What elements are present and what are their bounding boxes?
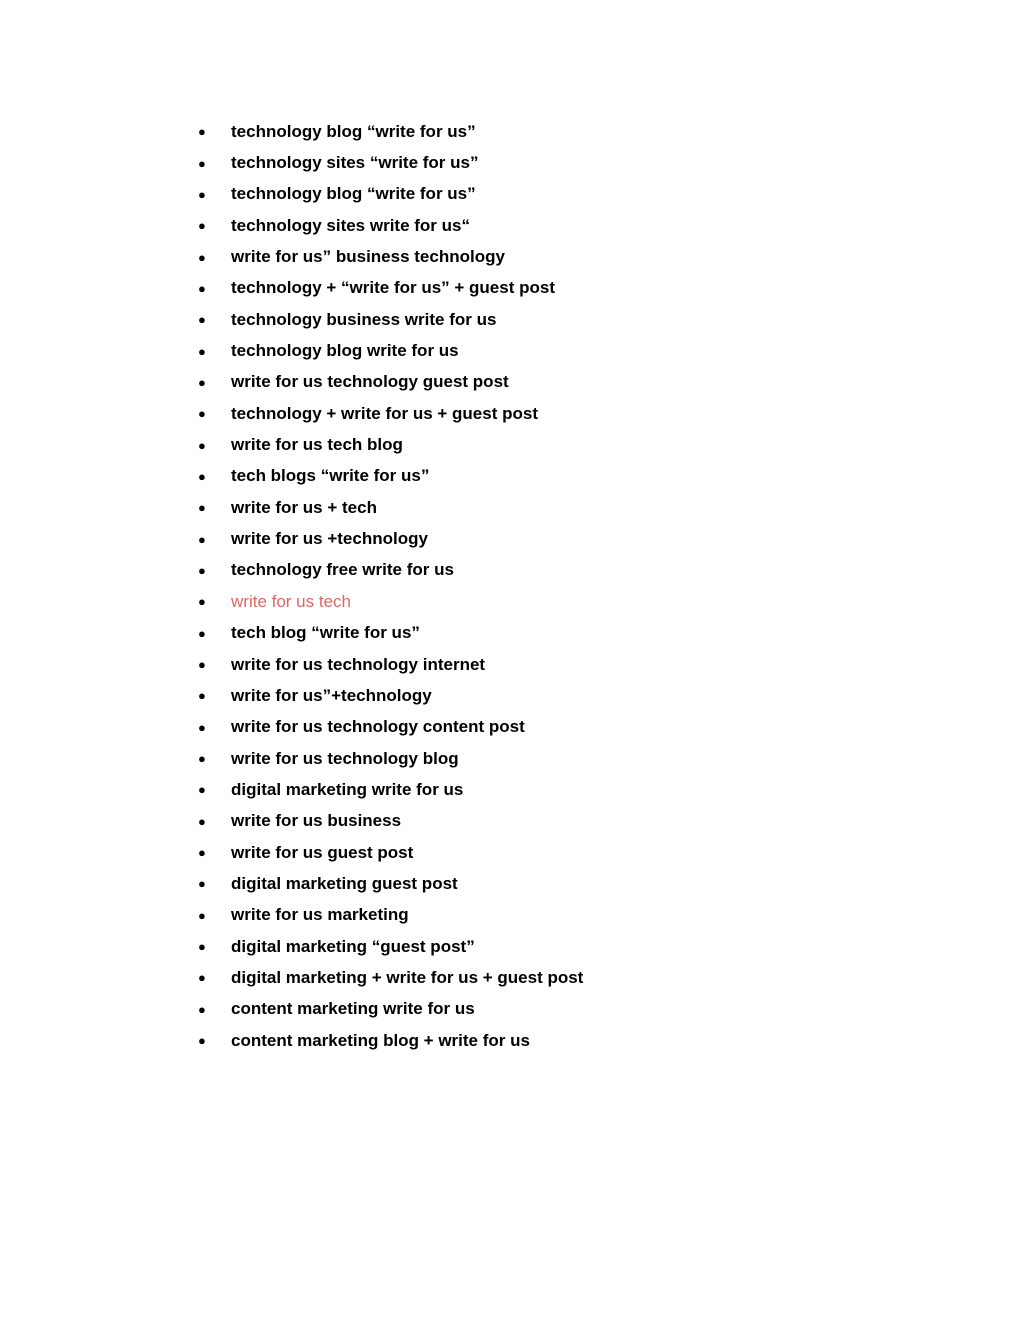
bullet-icon: ● [198, 468, 206, 484]
list-item [198, 618, 583, 649]
list-item [198, 868, 583, 899]
list-item [198, 179, 583, 210]
list-item [198, 461, 583, 492]
bullet-icon: ● [198, 406, 206, 422]
list-item [198, 523, 583, 554]
list-item-text: technology blog write for us [231, 341, 459, 361]
list-item [198, 712, 583, 743]
list-item-text: write for us tech [231, 591, 351, 611]
list-item [198, 680, 583, 711]
bullet-icon: ● [198, 531, 206, 547]
bullet-icon: ● [198, 939, 206, 955]
list-item [198, 649, 583, 680]
list-item-text: digital marketing + write for us + guest post [231, 967, 584, 987]
bullet-icon: ● [198, 970, 206, 986]
bullet-icon: ● [198, 500, 206, 516]
list-item-text: technology business write for us [231, 309, 497, 329]
list-item [198, 806, 583, 837]
bullet-icon: ● [198, 249, 206, 265]
list-item [198, 994, 583, 1025]
bullet-icon: ● [198, 625, 206, 641]
bullet-icon: ● [198, 1033, 206, 1049]
list-item-text: digital marketing write for us [231, 779, 464, 799]
list-item-text: technology blog “write for us” [231, 184, 476, 204]
list-item-text: content marketing blog + write for us [231, 1030, 530, 1050]
list-item [198, 241, 583, 272]
list-item-text: write for us technology guest post [231, 372, 509, 392]
list-item [198, 116, 583, 147]
bullet-icon: ● [198, 186, 206, 202]
list-item-text: write for us technology content post [231, 717, 525, 737]
list-item-text: technology blog “write for us” [231, 121, 476, 141]
list-item-text: content marketing write for us [231, 999, 475, 1019]
bullet-icon: ● [198, 155, 206, 171]
list-item [198, 743, 583, 774]
list-item-text: technology free write for us [231, 560, 454, 580]
bullet-icon: ● [198, 218, 206, 234]
list-item-text: write for us business [231, 811, 402, 831]
list-item [198, 931, 583, 962]
list-item-text: write for us guest post [231, 842, 414, 862]
list-item-text: digital marketing “guest post” [231, 936, 475, 956]
list-item [198, 555, 583, 586]
list-item [198, 900, 583, 931]
list-item-text: write for us”+technology [231, 685, 432, 705]
bullet-icon: ● [198, 719, 206, 735]
list-item-text: write for us +technology [231, 529, 428, 549]
list-item-text: write for us + tech [231, 497, 377, 517]
list-item [198, 367, 583, 398]
bullet-icon: ● [198, 374, 206, 390]
list-item-text: digital marketing guest post [231, 873, 458, 893]
keyword-bullet-list [198, 116, 583, 1056]
list-item [198, 210, 583, 241]
bullet-icon: ● [198, 845, 206, 861]
list-item-text: write for us tech blog [231, 435, 403, 455]
list-item [198, 335, 583, 366]
list-item-text: write for us technology internet [231, 654, 486, 674]
bullet-icon: ● [198, 280, 206, 296]
bullet-icon: ● [198, 657, 206, 673]
list-item-text: technology sites “write for us” [231, 153, 479, 173]
list-item [198, 774, 583, 805]
list-item [198, 586, 583, 617]
list-item-text: write for us technology blog [231, 748, 459, 768]
list-item-text: technology + write for us + guest post [231, 403, 538, 423]
bullet-icon: ● [198, 907, 206, 923]
list-item [198, 1025, 583, 1056]
list-item-text: technology + “write for us” + guest post [231, 278, 555, 298]
list-item-text: tech blog “write for us” [231, 623, 420, 643]
list-item [198, 962, 583, 993]
list-item [198, 304, 583, 335]
bullet-icon: ● [198, 343, 206, 359]
list-item-text: tech blogs “write for us” [231, 466, 430, 486]
list-item-text: write for us marketing [231, 905, 409, 925]
bullet-icon: ● [198, 876, 206, 892]
list-item [198, 398, 583, 429]
bullet-icon: ● [198, 688, 206, 704]
list-item-text: technology sites write for us“ [231, 215, 470, 235]
list-item [198, 837, 583, 868]
bullet-icon: ● [198, 813, 206, 829]
bullet-icon: ● [198, 1001, 206, 1017]
bullet-icon: ● [198, 312, 206, 328]
bullet-icon: ● [198, 751, 206, 767]
bullet-icon: ● [198, 124, 206, 140]
bullet-icon: ● [198, 782, 206, 798]
bullet-icon: ● [198, 437, 206, 453]
bullet-icon: ● [198, 562, 206, 578]
list-item [198, 147, 583, 178]
list-item [198, 492, 583, 523]
bullet-icon: ● [198, 594, 206, 610]
list-item-text: write for us” business technology [231, 247, 505, 267]
list-item [198, 273, 583, 304]
list-item [198, 429, 583, 460]
